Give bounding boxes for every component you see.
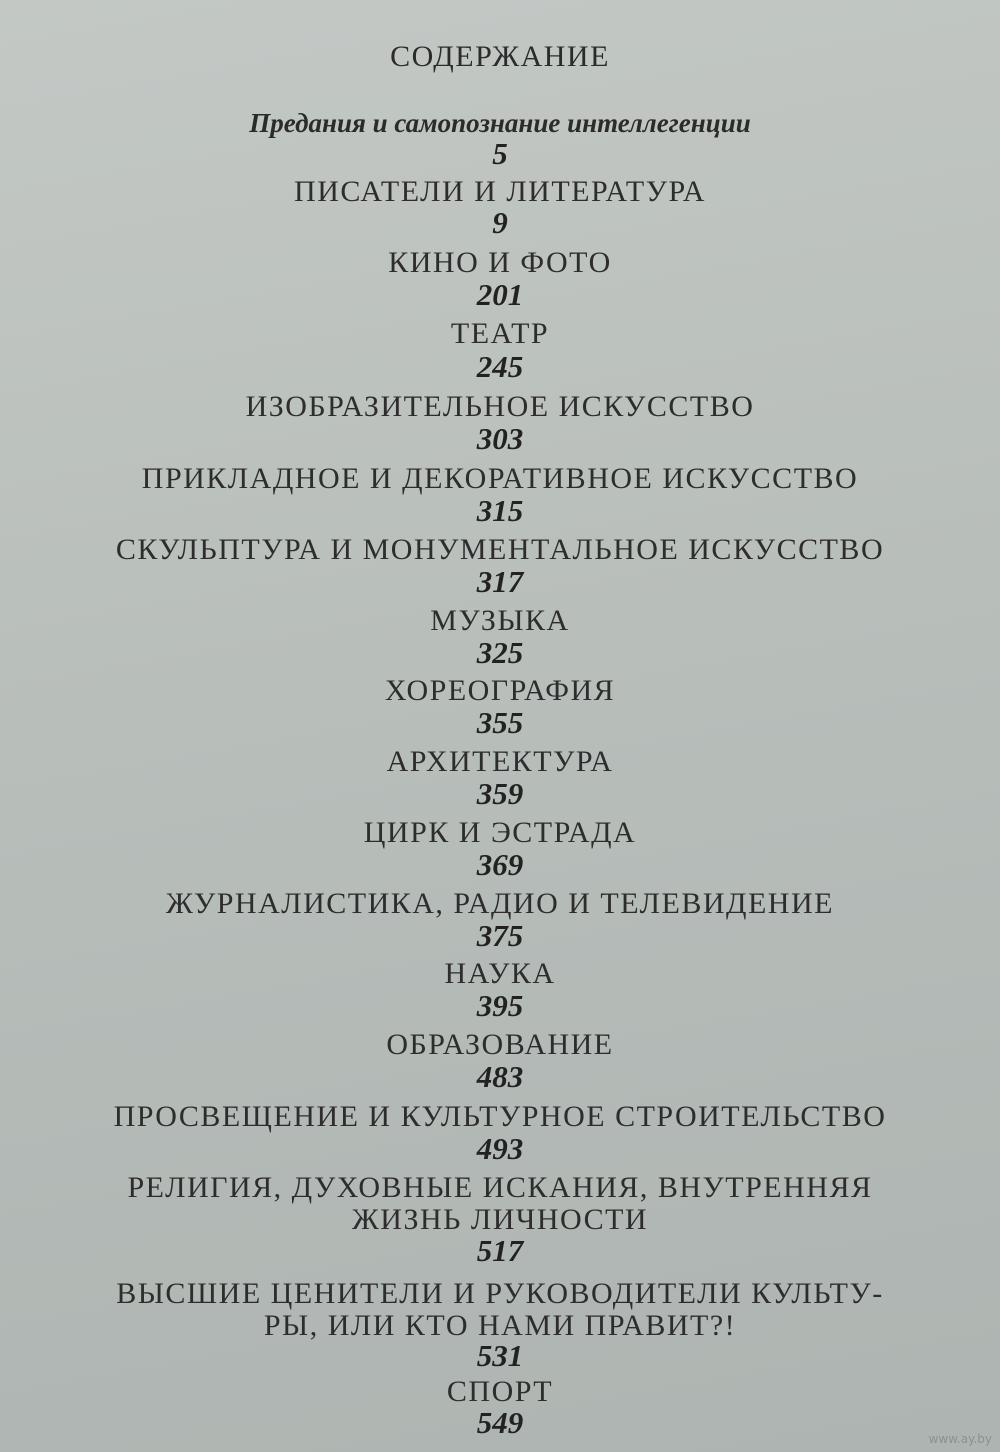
section-page-fine-arts: 303	[476, 421, 524, 456]
section-title-science: НАУКА	[444, 957, 556, 990]
watermark: www.ay.by	[928, 1432, 992, 1446]
section-title-religion-line2: ЖИЗНЬ ЛИЧНОСТИ	[351, 1203, 649, 1236]
section-title-education: ОБРАЗОВАНИЕ	[386, 1028, 614, 1061]
section-title-circus: ЦИРК И ЭСТРАДА	[363, 816, 637, 849]
section-title-applied-arts: ПРИКЛАДНОЕ И ДЕКОРАТИВНОЕ ИСКУССТВО	[141, 462, 859, 495]
section-title-choreography: ХОРЕОГРАФИЯ	[384, 674, 616, 707]
section-title-religion-line1: РЕЛИГИЯ, ДУХОВНЫЕ ИСКАНИЯ, ВНУТРЕННЯЯ	[127, 1171, 873, 1204]
section-title-writers: ПИСАТЕЛИ И ЛИТЕРАТУРА	[294, 175, 706, 208]
section-title-music: МУЗЫКА	[430, 604, 570, 637]
section-page-circus: 369	[476, 847, 524, 882]
section-title-architecture: АРХИТЕКТУРА	[386, 745, 614, 778]
section-page-music: 325	[476, 635, 524, 670]
section-page-architecture: 359	[476, 776, 524, 811]
section-page-education: 483	[476, 1059, 524, 1094]
section-page-leaders: 531	[476, 1338, 524, 1373]
section-page-religion: 517	[476, 1233, 524, 1268]
section-page-sculpture: 317	[476, 564, 524, 599]
section-title-sport: СПОРТ	[446, 1375, 554, 1408]
section-title-sculpture: СКУЛЬПТУРА И МОНУМЕНТАЛЬНОЕ ИСКУССТВО	[115, 533, 885, 566]
section-page-sport: 549	[476, 1405, 524, 1440]
section-title-theatre: ТЕАТР	[450, 317, 550, 350]
section-title-leaders-line2: РЫ, ИЛИ КТО НАМИ ПРАВИТ?!	[263, 1309, 737, 1342]
section-page-enlightenment: 493	[476, 1131, 524, 1166]
section-title-cinema: КИНО И ФОТО	[388, 246, 612, 279]
section-title-journalism: ЖУРНАЛИСТИКА, РАДИО И ТЕЛЕВИДЕНИЕ	[166, 887, 834, 920]
section-title-enlightenment: ПРОСВЕЩЕНИЕ И КУЛЬТУРНОЕ СТРОИТЕЛЬСТВО	[113, 1100, 887, 1133]
section-page-choreography: 355	[476, 705, 524, 740]
intro-label: Предания и самопознание интеллегенции	[249, 108, 751, 138]
section-title-fine-arts: ИЗОБРАЗИТЕЛЬНОЕ ИСКУССТВО	[245, 390, 755, 423]
section-page-theatre: 245	[476, 349, 524, 384]
section-page-science: 395	[476, 988, 524, 1023]
intro-page-number: 5	[492, 136, 508, 171]
section-page-applied-arts: 315	[476, 493, 524, 528]
section-page-cinema: 201	[476, 277, 524, 312]
page-title: СОДЕРЖАНИЕ	[390, 40, 610, 73]
section-title-leaders-line1: ВЫСШИЕ ЦЕНИТЕЛИ И РУКОВОДИТЕЛИ КУЛЬТУ-	[116, 1277, 884, 1310]
section-page-writers: 9	[492, 205, 508, 240]
section-page-journalism: 375	[476, 918, 524, 953]
